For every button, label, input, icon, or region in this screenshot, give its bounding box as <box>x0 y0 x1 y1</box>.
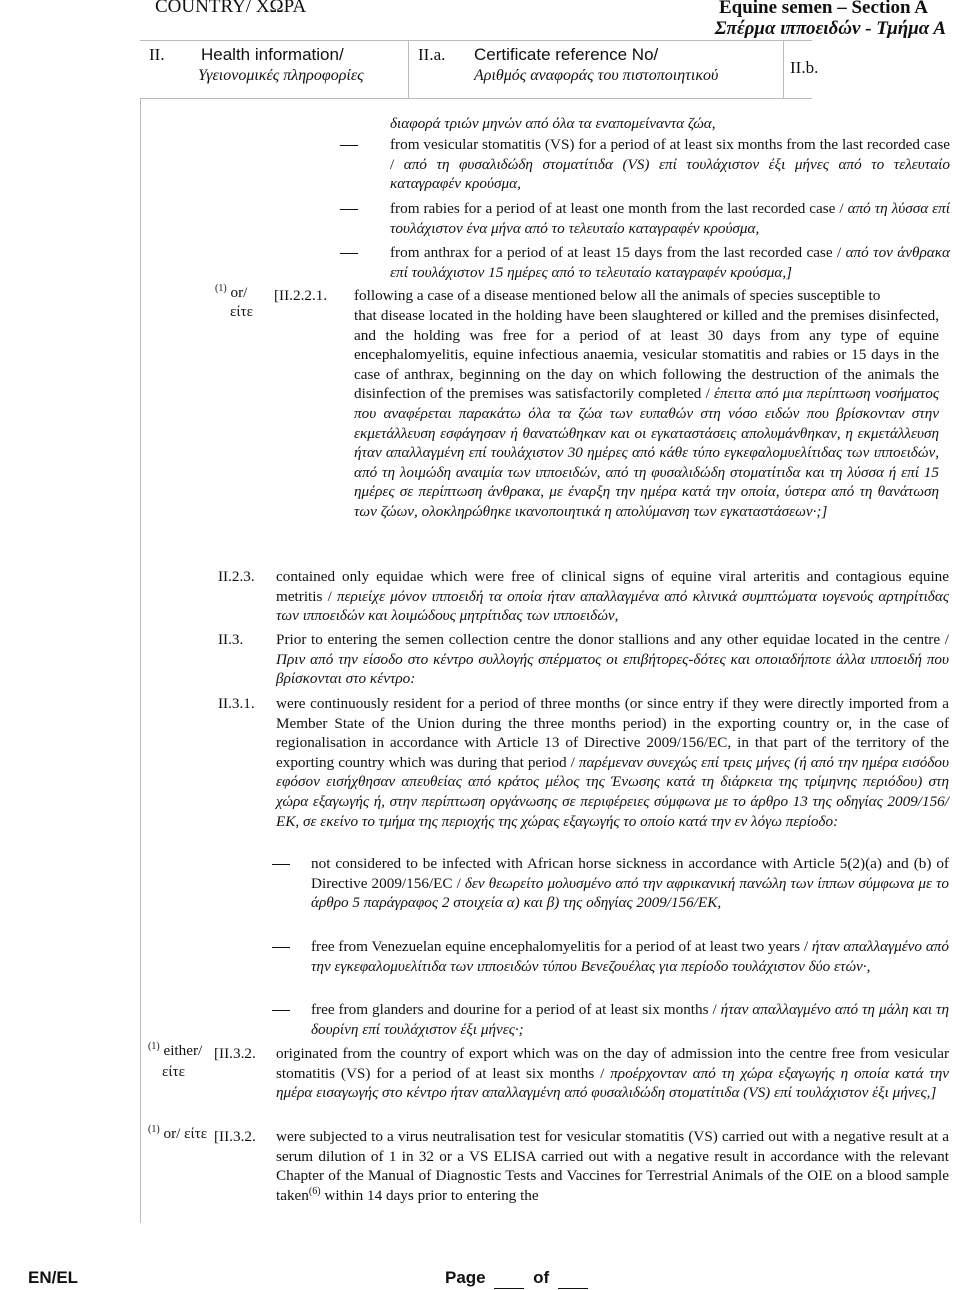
anthrax-item: from anthrax for a period of at least 15 days from the last recorded case / από τον άνθρακα επί τουλάχιστον 15 ημέρες από το τελευταίο καταγραφέν κρούσμα,] <box>390 244 950 281</box>
paragraph-ii-2-2-1: that disease located in the holding have been slaughtered or killed and the premises disinfected, and the holding was free for a period of at least 30 days from any type of equine encephalomyelitis, equine infectious anaemia, vesicular stomatitis and rabies or 15 days in the case of anthrax, beginning on the day on which following the destruction of the animals the disinfection of the premises was satisfactorily completed / έπειτα από μια περίπτωση νοσήματος που αναφέρεται παρακάτω όλα τα ζώα των ευπαθών στη νόσο ειδών που βρίσκονταν στην εκμετάλλευση εσφάγησαν ή θανατώθηκαν και οι εγκαταστάσεις απολυμάνθηκαν, η εκμετάλλευση ήταν απαλλαγμένη επί τουλάχιστον 30 ημέρες από κάθε τύπο εγκεφαλομυελίτιδας των ιπποειδών, από τη λοιμώδη αναιμία των ιπποειδών, από τη φυσαλιδώδη στοματίτιδα και τη λύσσα ή επί 15 ημέρες σε περίπτωση άνθρακα, με έναρξη την ημέρα κατά την οποία, ύστερα από τη θανάτωση των ζώων, ολοκληρώθηκε ικανοποιητικά η απολύμανση των εγκαταστάσεων·;] <box>354 307 939 520</box>
left-margin-line <box>140 98 141 1223</box>
section-title: Health information/ <box>201 45 344 64</box>
paragraph-number: [II.3.2. <box>214 1128 256 1145</box>
paragraph-number: II.3. <box>218 631 244 648</box>
vesicular-stomatitis-item: from vesicular stomatitis (VS) for a period of at least six months from the last recorded case / από τη φυσαλιδώδη στοματίτιδα (VS) επί τουλάχιστον έξι μήνες από το τελευταίο καταγραφέν κρούσμα, <box>390 136 950 193</box>
header-separator <box>783 40 784 98</box>
dash-bullet <box>340 209 358 210</box>
african-horse-sickness-item: not considered to be infected with African horse sickness in accordance with Article 5(2)(a) and (b) of Directive 2009/156/EC / δεν θεωρείτο μολυσμένο από την αφρικανική πανώλη των ίππων σύμφωνα με το άρθρο 5 παράγραφος 2 στοιχεία α) και β) της οδηγίας 2009/156/ΕΚ, <box>311 855 949 912</box>
paragraph-ii-3: Prior to entering the semen collection centre the donor stallions and any other equidae located in the centre / Πριν από την είσοδο στο κέντρο συλλογής σπέρματος οι επιβήτορες-δότες και οποιαδήποτε άλλα ιπποειδή που βρίσκονται στο κέντρο: <box>276 631 949 688</box>
paragraph-ii-3-2-or: were subjected to a virus neutralisation test for vesicular stomatitis (VS) carried out with a negative result at a serum dilution of 1 in 32 or a VS ELISA carried out with a negative result in accordance with the relevant Chapter of the Manual of Diagnostic Tests and Vaccines for Terrestrial Animals of the OIE on a blood sample taken$^{(6)}$ within 14 days prior to entering the <box>276 1128 949 1204</box>
venezuelan-encephalomyelitis-item: free from Venezuelan equine encephalomyelitis for a period of at least two years / ήταν απαλλαγμένο από την εγκεφαλομυελίτιδα των ιπποειδών τύπου Βενεζουέλας για περίοδο τουλάχιστον δύο ετών·, <box>311 938 949 975</box>
certificate-title: Equine semen – Section A <box>718 0 928 18</box>
dash-bullet <box>340 253 358 254</box>
page-number-blank[interactable] <box>494 1268 524 1289</box>
continuation-line: διαφορά τριών μηνών από όλα τα εναπομείναντα ζώα, <box>390 115 716 132</box>
dash-bullet <box>272 864 290 865</box>
header-separator <box>408 40 409 98</box>
footnote-marker-greek: είτε <box>230 303 253 320</box>
reference-title: Certificate reference No/ <box>474 45 659 64</box>
dash-bullet <box>272 947 290 948</box>
header-separator <box>140 40 812 41</box>
certificate-title-greek: Σπέρμα ιπποειδών - Τμήμα Α <box>714 18 946 39</box>
dash-bullet <box>340 145 358 146</box>
paragraph-ii-3-1: were continuously resident for a period of three months (or since entry if they were directly imported from a Member State of the Union during the three months period) in the exporting country or, in the case of regionalisation in accordance with Article 13 of Directive 2009/156/EC, in that part of the territory of the exporting country which was during that period / παρέμεναν συνεχώς επί τρεις μήνες (ή από την ημέρα εισόδου εφόσον εισήχθησαν απευθείας από κράτος μέλος της Ένωσης κατά τη διάρκεια της τρίμηνης περιόδου) στη χώρα εξαγωγής ή, στην περίπτωση οργάνωσης σε περιφέρειες σύμφωνα με το άρθρο 13 της οδηγίας 2009/156/ΕΚ, σε εκείνο το τμήμα της περιοχής της χώρας εξαγωγής το οποίο κατά την εν λόγω περίοδο: <box>276 695 949 830</box>
section-number: II. <box>149 45 165 64</box>
glanders-dourine-item: free from glanders and dourine for a period of at least six months / ήταν απαλλαγμένο από τη μάλη και τη δουρίνη επί τουλάχιστον έξι μήνες·; <box>311 1001 949 1038</box>
footnote-marker: $^{(1)}$ or/ <box>215 282 248 301</box>
section-title-greek: Υγειονομικές πληροφορίες <box>198 67 364 84</box>
footnote-marker-greek: είτε <box>162 1063 185 1080</box>
reference-title-greek: Αριθμός αναφοράς του πιστοποιητικού <box>474 67 719 84</box>
paragraph-first-line: following a case of a disease mentioned below all the animals of species susceptible to <box>354 287 881 304</box>
footnote-marker: $^{(1)}$ or/ είτε <box>148 1123 208 1142</box>
rabies-item: from rabies for a period of at least one month from the last recorded case / από τη λύσσα επί τουλάχιστον ένα μήνα από το τελευταίο καταγραφέν κρούσμα, <box>390 200 950 237</box>
header-separator <box>140 98 812 99</box>
paragraph-number: [II.3.2. <box>214 1045 256 1062</box>
paragraph-ii-3-2-either: originated from the country of export which was on the day of admission into the centre free from vesicular stomatitis (VS) for a period of at least six months / προέρχονταν από τη χώρα εξαγωγής η οποία κατά την ημέρα εισαγωγής στο κέντρο ήταν απαλλαγμένη από φυσαλιδώδη στοματίτιδα (VS) επί τουλάχιστον έξι μήνες,] <box>276 1045 949 1102</box>
of-label: of <box>533 1268 550 1287</box>
reference-number: II.a. <box>418 45 446 64</box>
paragraph-number: II.3.1. <box>218 695 255 712</box>
page-label: Page <box>445 1268 486 1287</box>
country-label: COUNTRY/ ΧΩΡΑ <box>155 0 307 17</box>
dash-bullet <box>272 1010 290 1011</box>
section-b-label: II.b. <box>790 58 819 77</box>
page-counter <box>445 1268 588 1289</box>
paragraph-number: [II.2.2.1. <box>274 287 328 304</box>
language-code: EN/EL <box>28 1268 79 1287</box>
paragraph-ii-2-3: contained only equidae which were free of clinical signs of equine viral arteritis and contagious equine metritis / περιείχε μόνον ιπποειδή τα οποία ήταν απαλλαγμένα από κλινικά συμπτώματα ιογενούς αρτηρίτιδας των ιπποειδών και λοιμώδους μητρίτιδας των ιπποειδών, <box>276 568 949 625</box>
page-total-blank[interactable] <box>558 1268 588 1289</box>
paragraph-number: II.2.3. <box>218 568 255 585</box>
footnote-marker: $^{(1)}$ either/ <box>148 1040 203 1059</box>
